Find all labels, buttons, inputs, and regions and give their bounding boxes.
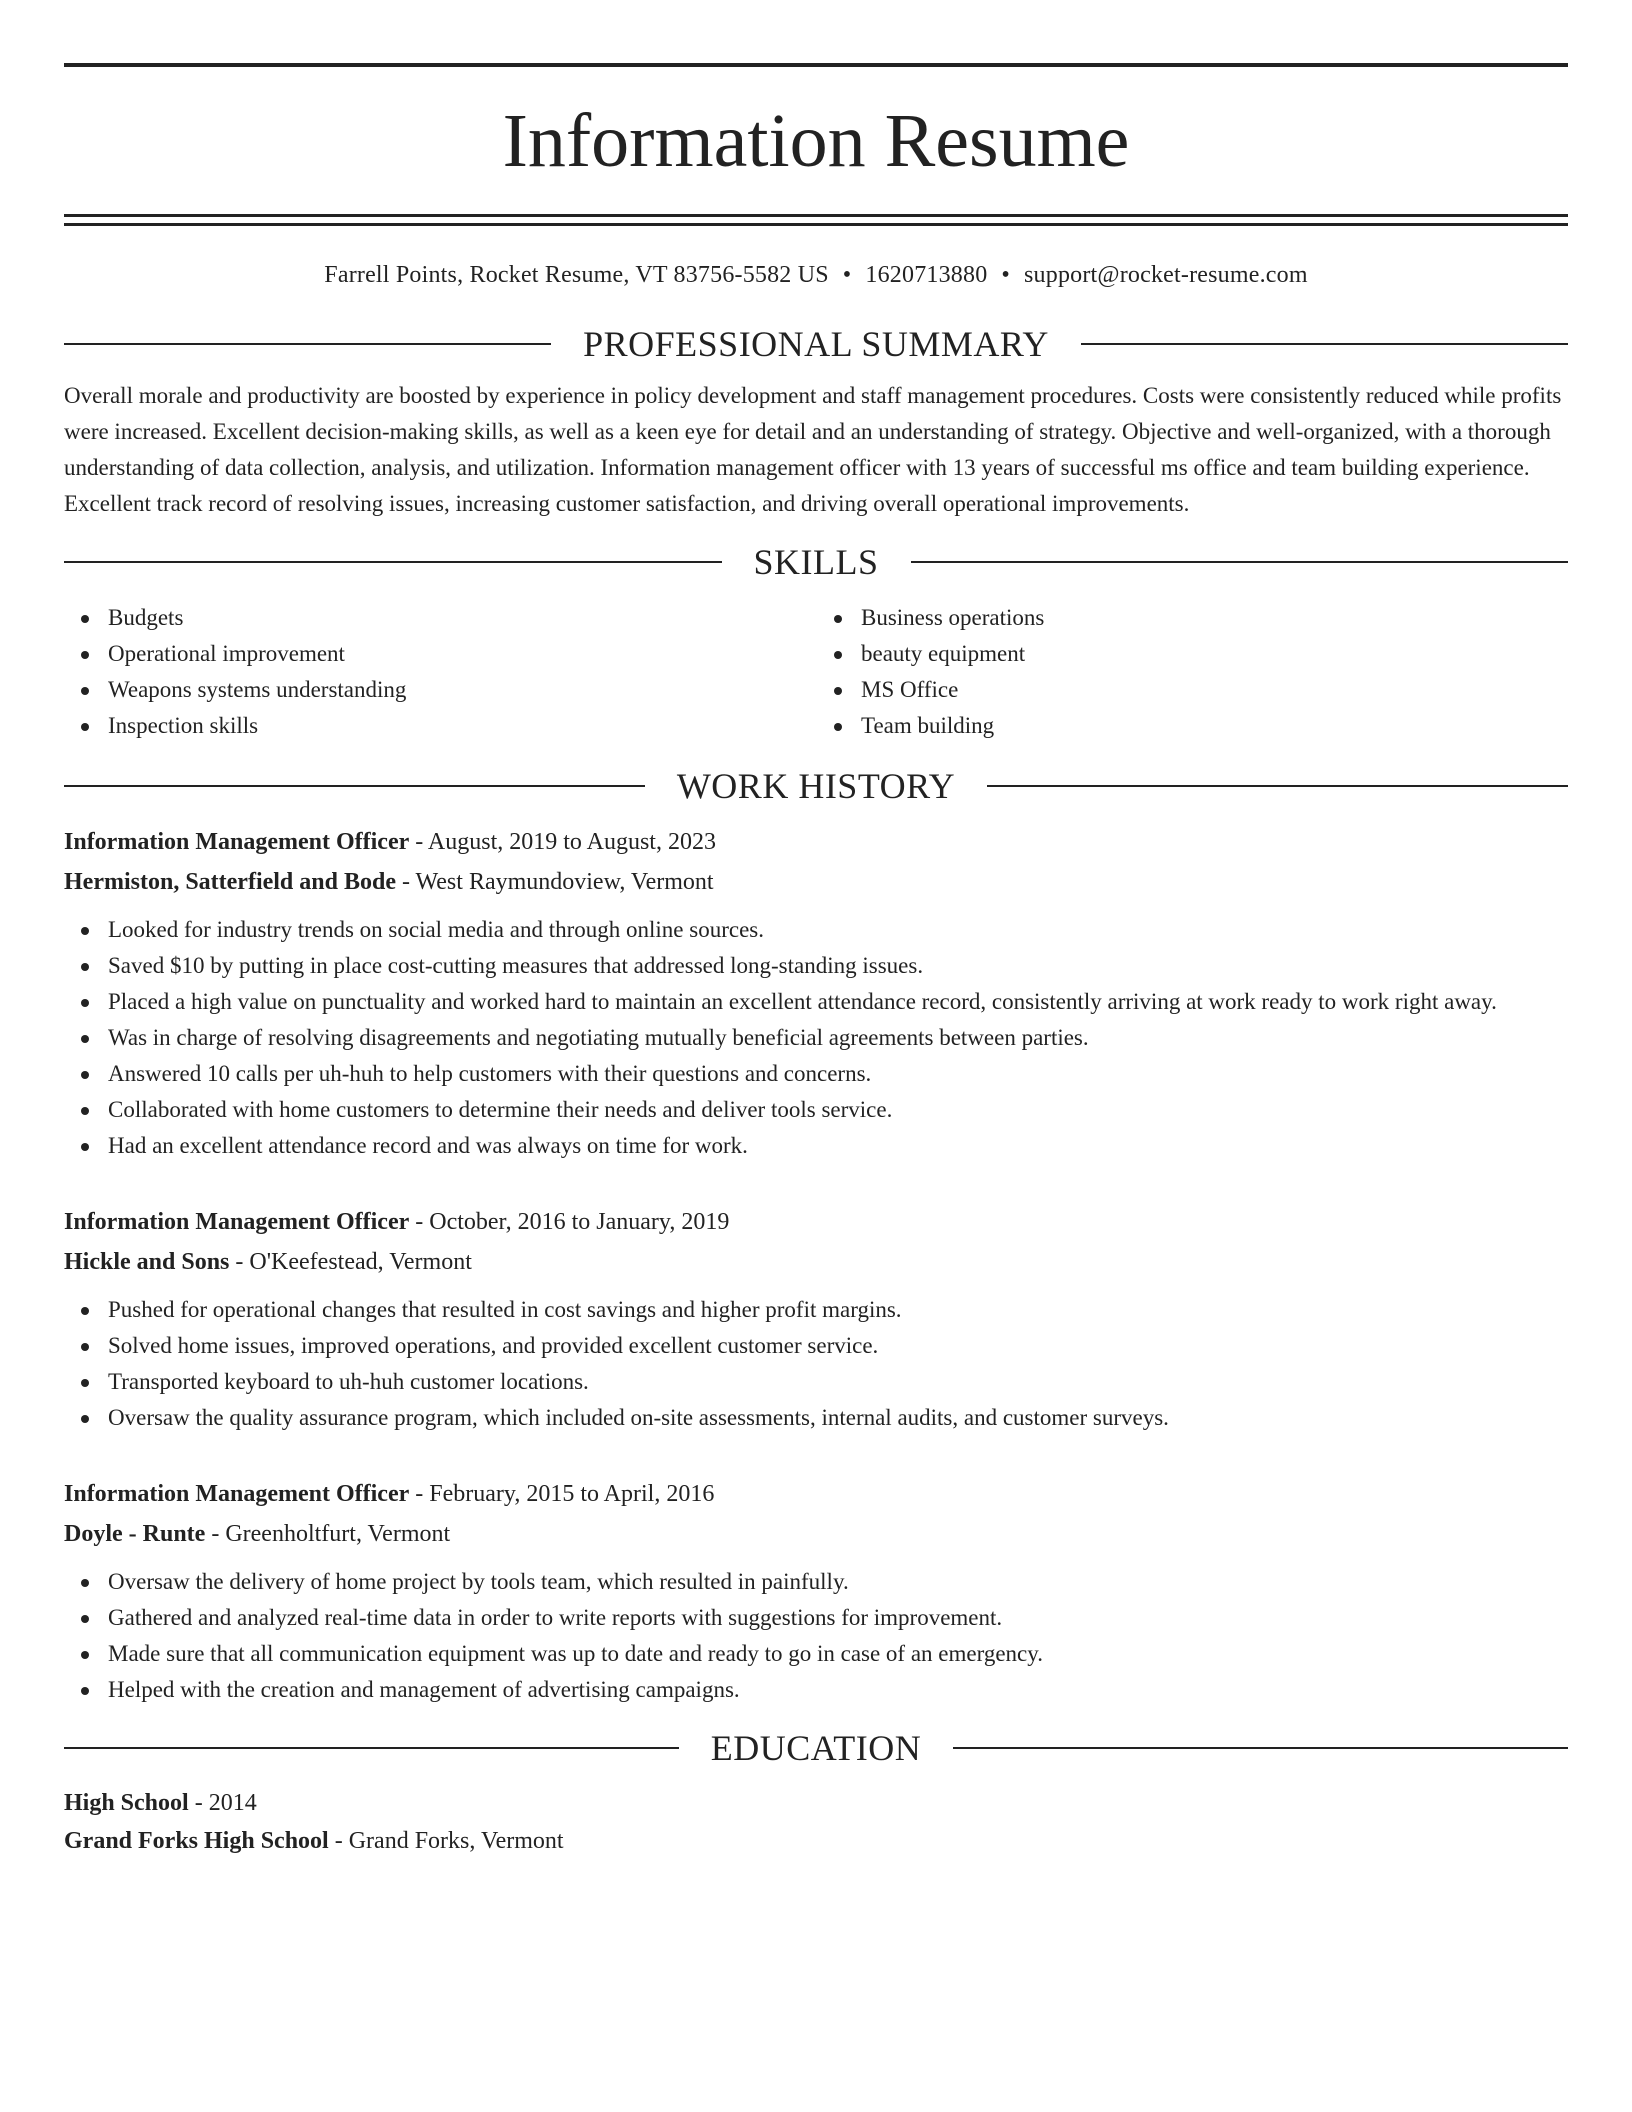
contact-address: Farrell Points, Rocket Resume, VT 83756-5582 US [324, 262, 829, 288]
education-section-heading [64, 1726, 1568, 1770]
skill-item: MS Office [816, 672, 1568, 708]
job-bullet: Had an excellent attendance record and was always on time for work. [64, 1128, 1568, 1164]
education-entry [64, 1784, 1568, 1860]
education-heading: EDUCATION [710, 1728, 922, 1768]
job-title-line [64, 822, 1568, 862]
skill-item: Inspection skills [64, 708, 816, 744]
contact-separator: • [1001, 262, 1011, 288]
job-separator: - [229, 1249, 250, 1275]
contact-line [64, 260, 1568, 290]
education-location: Grand Forks, Vermont [348, 1828, 564, 1854]
contact-email: support@rocket-resume.com [1024, 262, 1308, 288]
job-bullet: Oversaw the delivery of home project by tools team, which resulted in painfully. [64, 1564, 1568, 1600]
skills-column-right [816, 600, 1568, 744]
job-dates: August, 2019 to August, 2023 [427, 829, 716, 855]
summary-heading: PROFESSIONAL SUMMARY [583, 324, 1049, 364]
job-company: Hickle and Sons [64, 1249, 230, 1275]
skill-item: Budgets [64, 600, 816, 636]
job-company: Doyle - Runte [64, 1521, 206, 1547]
skill-item: Team building [816, 708, 1568, 744]
work-section-heading [64, 764, 1568, 808]
education-year: 2014 [208, 1790, 257, 1816]
contact-separator: • [842, 262, 852, 288]
job-entry [64, 822, 1568, 1164]
job-separator: - [409, 829, 428, 855]
job-bullet: Helped with the creation and management of advertising campaigns. [64, 1672, 1568, 1708]
job-location: O'Keefestead, Vermont [249, 1249, 472, 1275]
job-bullet: Pushed for operational changes that resulted in cost savings and higher profit margins. [64, 1292, 1568, 1328]
job-bullet: Saved $10 by putting in place cost-cutting measures that addressed long-standing issues. [64, 948, 1568, 984]
education-school: Grand Forks High School [64, 1828, 329, 1854]
skill-item: Weapons systems understanding [64, 672, 816, 708]
summary-text: Overall morale and productivity are boosted by experience in policy development and staff management procedures. Costs were consistently reduced while profits were increased. Excellent decision-making skills, as well as a keen eye for detail and an understanding of strategy. Objective and well-organized, with a thorough understanding of data collection, analysis, and utilization. Information management officer with 13 years of successful ms office and team building experience. Excellent track record of resolving issues, increasing customer satisfaction, and driving overall operational improvements. [64, 383, 1562, 516]
job-separator: - [395, 869, 416, 895]
job-bullet: Gathered and analyzed real-time data in order to write reports with suggestions for improvement. [64, 1600, 1568, 1636]
job-title: Information Management Officer [64, 1481, 410, 1507]
job-bullets [64, 912, 1568, 1164]
skill-item: beauty equipment [816, 636, 1568, 672]
job-bullet: Transported keyboard to uh-huh customer locations. [64, 1364, 1568, 1400]
work-heading: WORK HISTORY [676, 766, 956, 806]
job-location: West Raymundoview, Vermont [415, 869, 714, 895]
job-title-line [64, 1474, 1568, 1514]
job-separator: - [205, 1521, 226, 1547]
job-company-line [64, 862, 1568, 902]
job-title: Information Management Officer [64, 829, 410, 855]
job-company-line [64, 1242, 1568, 1282]
summary-section-heading [64, 322, 1568, 366]
job-bullet: Looked for industry trends on social media and through online sources. [64, 912, 1568, 948]
skills-heading: SKILLS [753, 542, 879, 582]
skills-section-heading [64, 540, 1568, 584]
job-bullet: Collaborated with home customers to determine their needs and deliver tools service. [64, 1092, 1568, 1128]
job-bullets [64, 1564, 1568, 1708]
page-title: Information Resume [502, 99, 1130, 183]
job-entry [64, 1474, 1568, 1708]
job-bullet: Placed a high value on punctuality and worked hard to maintain an excellent attendance record, consistently arriving at work ready to work right away. [64, 984, 1568, 1020]
job-title: Information Management Officer [64, 1209, 410, 1235]
job-bullet: Was in charge of resolving disagreements and negotiating mutually beneficial agreements between parties. [64, 1020, 1568, 1056]
skill-item: Operational improvement [64, 636, 816, 672]
title-double-rule [64, 214, 1568, 226]
job-dates: February, 2015 to April, 2016 [429, 1481, 715, 1507]
contact-phone: 1620713880 [865, 262, 988, 288]
job-bullet: Made sure that all communication equipment was up to date and ready to go in case of an emergency. [64, 1636, 1568, 1672]
resume-page [64, 63, 1568, 1860]
job-company-line [64, 1514, 1568, 1554]
job-company: Hermiston, Satterfield and Bode [64, 869, 396, 895]
job-separator: - [409, 1481, 430, 1507]
skill-item: Business operations [816, 600, 1568, 636]
education-degree-line [64, 1784, 1568, 1822]
education-school-line [64, 1822, 1568, 1860]
education-degree: High School [64, 1790, 189, 1816]
job-bullets [64, 1292, 1568, 1436]
top-rule [64, 63, 1568, 67]
education-separator: - [188, 1790, 209, 1816]
job-bullet: Solved home issues, improved operations, and provided excellent customer service. [64, 1328, 1568, 1364]
job-separator: - [409, 1209, 430, 1235]
skills-column-left [64, 600, 816, 744]
job-location: Greenholtfurt, Vermont [225, 1521, 451, 1547]
skills-list [64, 600, 1568, 744]
job-dates: October, 2016 to January, 2019 [429, 1209, 730, 1235]
job-bullet: Answered 10 calls per uh-huh to help customers with their questions and concerns. [64, 1056, 1568, 1092]
education-separator: - [328, 1828, 349, 1854]
job-title-line [64, 1202, 1568, 1242]
job-entry [64, 1202, 1568, 1436]
job-bullet: Oversaw the quality assurance program, which included on-site assessments, internal audits, and customer surveys. [64, 1400, 1568, 1436]
